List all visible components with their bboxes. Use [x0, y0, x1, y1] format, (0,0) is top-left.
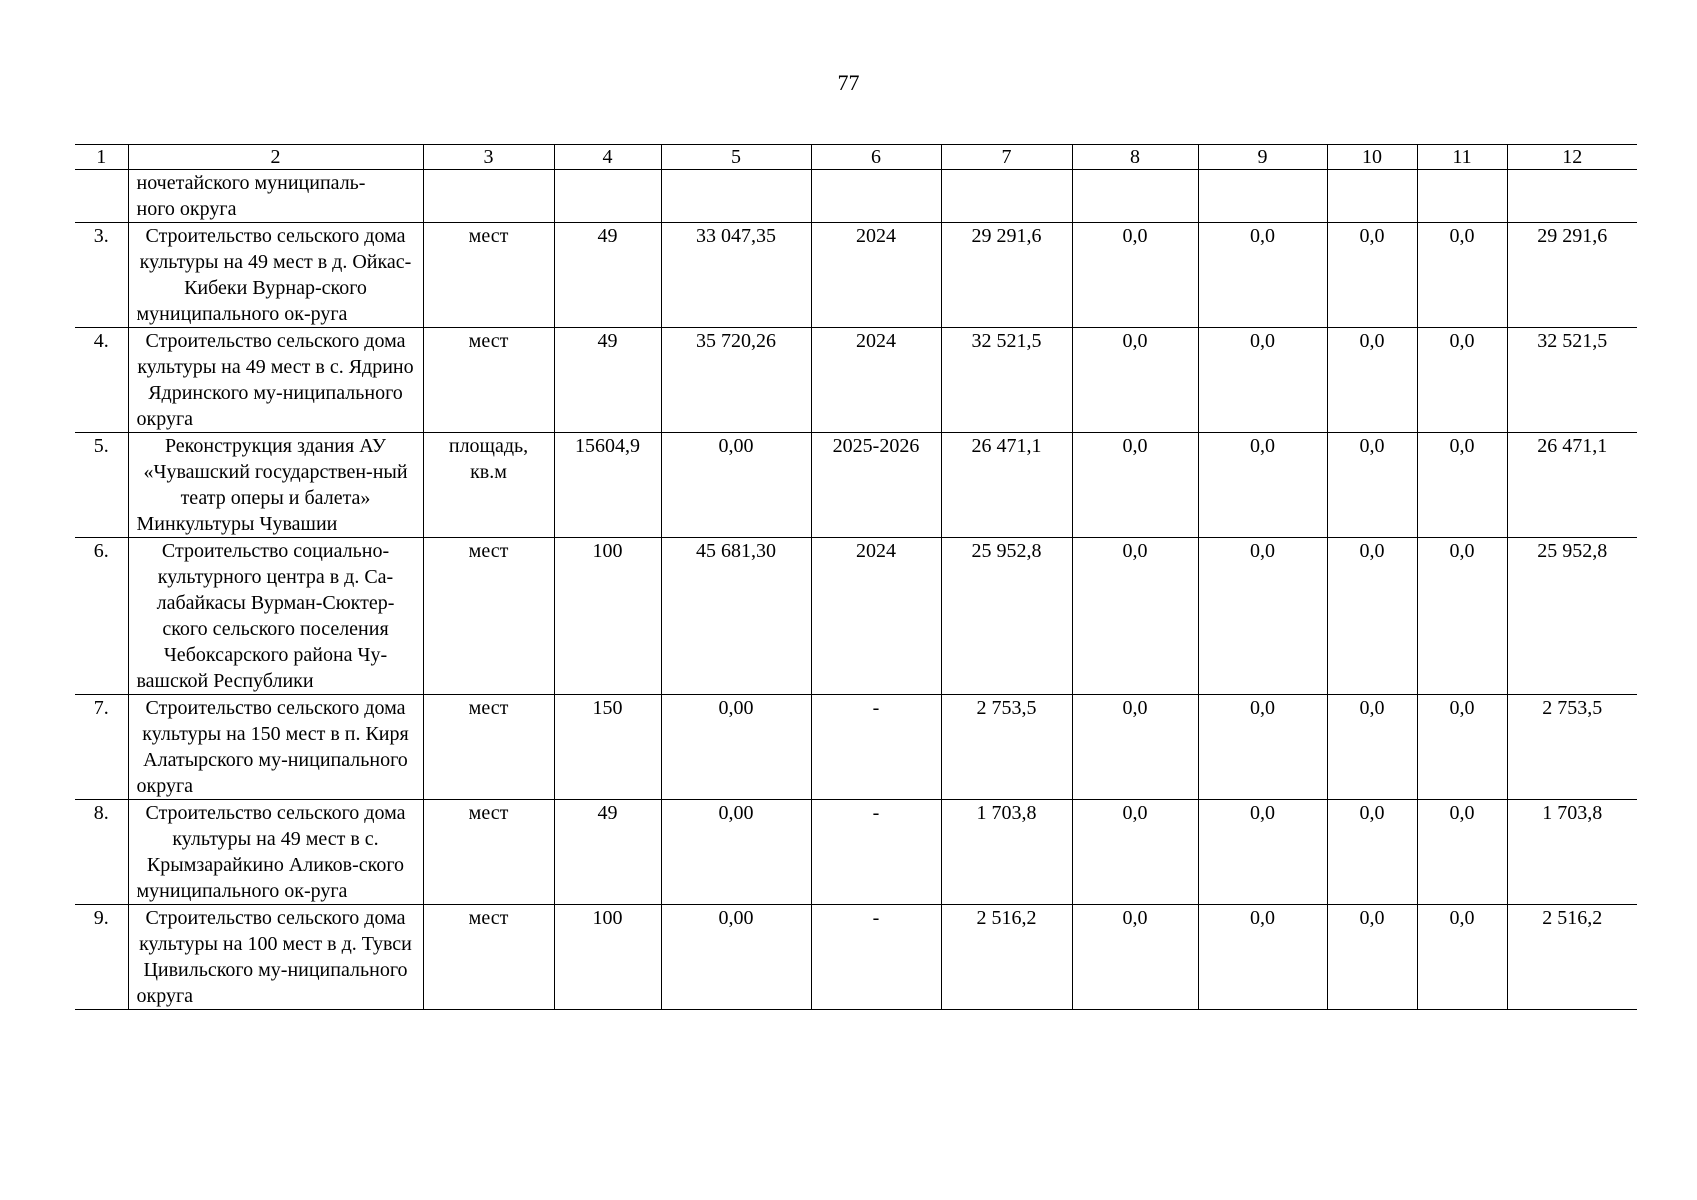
total-cell: 2 753,5	[941, 695, 1072, 800]
row-number: 8.	[75, 800, 128, 905]
object-name: Строительство сельского дома культуры на 150 мест в п. Киря Алатырского му-ниципального округа	[128, 695, 423, 800]
col10-cell: 0,0	[1327, 905, 1417, 1010]
period-cell: 2024	[811, 223, 941, 328]
col12-cell: 1 703,8	[1507, 800, 1637, 905]
col9-cell	[1198, 170, 1327, 223]
cost-cell: 0,00	[661, 433, 811, 538]
total-cell: 26 471,1	[941, 433, 1072, 538]
col11-cell	[1417, 170, 1507, 223]
col11-cell: 0,0	[1417, 223, 1507, 328]
col11-cell: 0,0	[1417, 695, 1507, 800]
table-row	[75, 905, 1637, 1010]
capacity-cell: 49	[554, 800, 661, 905]
row-number: 3.	[75, 223, 128, 328]
object-name: Строительство сельского дома культуры на 100 мест в д. Тувси Цивильского му-ниципального округа	[128, 905, 423, 1010]
total-cell: 1 703,8	[941, 800, 1072, 905]
cost-cell: 45 681,30	[661, 538, 811, 695]
column-header: 4	[554, 145, 661, 170]
capacity-cell: 150	[554, 695, 661, 800]
column-header: 11	[1417, 145, 1507, 170]
col8-cell: 0,0	[1072, 223, 1198, 328]
period-cell: -	[811, 905, 941, 1010]
row-number: 6.	[75, 538, 128, 695]
unit-cell: мест	[423, 800, 554, 905]
col11-cell: 0,0	[1417, 800, 1507, 905]
col10-cell	[1327, 170, 1417, 223]
table-row	[75, 695, 1637, 800]
col8-cell	[1072, 170, 1198, 223]
column-header: 10	[1327, 145, 1417, 170]
row-number: 4.	[75, 328, 128, 433]
column-header: 9	[1198, 145, 1327, 170]
object-name: Строительство социально-культурного центра в д. Са-лабайкасы Вурман-Сюктер-ского сельского поселения Чебоксарского района Чу-вашской Республики	[128, 538, 423, 695]
total-cell: 29 291,6	[941, 223, 1072, 328]
col11-cell: 0,0	[1417, 905, 1507, 1010]
period-cell: 2024	[811, 328, 941, 433]
capacity-cell: 100	[554, 905, 661, 1010]
total-cell: 25 952,8	[941, 538, 1072, 695]
col11-cell: 0,0	[1417, 538, 1507, 695]
period-cell: -	[811, 800, 941, 905]
col8-cell: 0,0	[1072, 905, 1198, 1010]
capacity-cell	[554, 170, 661, 223]
cost-cell: 0,00	[661, 800, 811, 905]
total-cell: 32 521,5	[941, 328, 1072, 433]
table-body	[75, 170, 1637, 1010]
object-name: Строительство сельского дома культуры на 49 мест в д. Ойкас-Кибеки Вурнар-ского муниципального ок-руга	[128, 223, 423, 328]
column-header: 12	[1507, 145, 1637, 170]
column-header: 1	[75, 145, 128, 170]
column-header: 8	[1072, 145, 1198, 170]
period-cell: 2024	[811, 538, 941, 695]
col10-cell: 0,0	[1327, 538, 1417, 695]
column-header: 2	[128, 145, 423, 170]
object-name: Строительство сельского дома культуры на 49 мест в с. Ядрино Ядринского му-ниципального округа	[128, 328, 423, 433]
data-table	[75, 144, 1637, 1010]
column-header: 3	[423, 145, 554, 170]
object-name: Строительство сельского дома культуры на 49 мест в с. Крымзарайкино Аликов-ского муниципального ок-руга	[128, 800, 423, 905]
capacity-cell: 49	[554, 328, 661, 433]
column-header: 7	[941, 145, 1072, 170]
table-row	[75, 800, 1637, 905]
unit-cell	[423, 170, 554, 223]
row-number	[75, 170, 128, 223]
period-cell	[811, 170, 941, 223]
col10-cell: 0,0	[1327, 695, 1417, 800]
col12-cell	[1507, 170, 1637, 223]
period-cell: -	[811, 695, 941, 800]
col8-cell: 0,0	[1072, 328, 1198, 433]
col12-cell: 26 471,1	[1507, 433, 1637, 538]
col9-cell: 0,0	[1198, 538, 1327, 695]
col9-cell: 0,0	[1198, 800, 1327, 905]
unit-cell: площадь, кв.м	[423, 433, 554, 538]
col10-cell: 0,0	[1327, 328, 1417, 433]
row-number: 7.	[75, 695, 128, 800]
col9-cell: 0,0	[1198, 328, 1327, 433]
col12-cell: 2 516,2	[1507, 905, 1637, 1010]
cost-cell: 35 720,26	[661, 328, 811, 433]
capacity-cell: 100	[554, 538, 661, 695]
table-row	[75, 433, 1637, 538]
object-name: ночетайского муниципаль- ного округа	[128, 170, 423, 223]
table-row	[75, 328, 1637, 433]
col9-cell: 0,0	[1198, 905, 1327, 1010]
col8-cell: 0,0	[1072, 538, 1198, 695]
col11-cell: 0,0	[1417, 433, 1507, 538]
col9-cell: 0,0	[1198, 695, 1327, 800]
column-header: 5	[661, 145, 811, 170]
col8-cell: 0,0	[1072, 695, 1198, 800]
column-header: 6	[811, 145, 941, 170]
col9-cell: 0,0	[1198, 223, 1327, 328]
cost-cell: 0,00	[661, 695, 811, 800]
col12-cell: 32 521,5	[1507, 328, 1637, 433]
col8-cell: 0,0	[1072, 433, 1198, 538]
col11-cell: 0,0	[1417, 328, 1507, 433]
table-row	[75, 223, 1637, 328]
unit-cell: мест	[423, 695, 554, 800]
col10-cell: 0,0	[1327, 223, 1417, 328]
col12-cell: 25 952,8	[1507, 538, 1637, 695]
column-number-row	[75, 145, 1637, 170]
col12-cell: 29 291,6	[1507, 223, 1637, 328]
col9-cell: 0,0	[1198, 433, 1327, 538]
col8-cell: 0,0	[1072, 800, 1198, 905]
unit-cell: мест	[423, 328, 554, 433]
col10-cell: 0,0	[1327, 433, 1417, 538]
row-number: 9.	[75, 905, 128, 1010]
object-name: Реконструкция здания АУ «Чувашский государствен-ный театр оперы и балета» Минкультуры Чувашии	[128, 433, 423, 538]
page-number: 77	[837, 70, 860, 95]
cost-cell	[661, 170, 811, 223]
row-number: 5.	[75, 433, 128, 538]
cost-cell: 0,00	[661, 905, 811, 1010]
unit-cell: мест	[423, 538, 554, 695]
capacity-cell: 49	[554, 223, 661, 328]
total-cell: 2 516,2	[941, 905, 1072, 1010]
table-row	[75, 538, 1637, 695]
unit-cell: мест	[423, 905, 554, 1010]
cost-cell: 33 047,35	[661, 223, 811, 328]
capacity-cell: 15604,9	[554, 433, 661, 538]
unit-cell: мест	[423, 223, 554, 328]
total-cell	[941, 170, 1072, 223]
col12-cell: 2 753,5	[1507, 695, 1637, 800]
period-cell: 2025-2026	[811, 433, 941, 538]
col10-cell: 0,0	[1327, 800, 1417, 905]
table-row	[75, 170, 1637, 223]
